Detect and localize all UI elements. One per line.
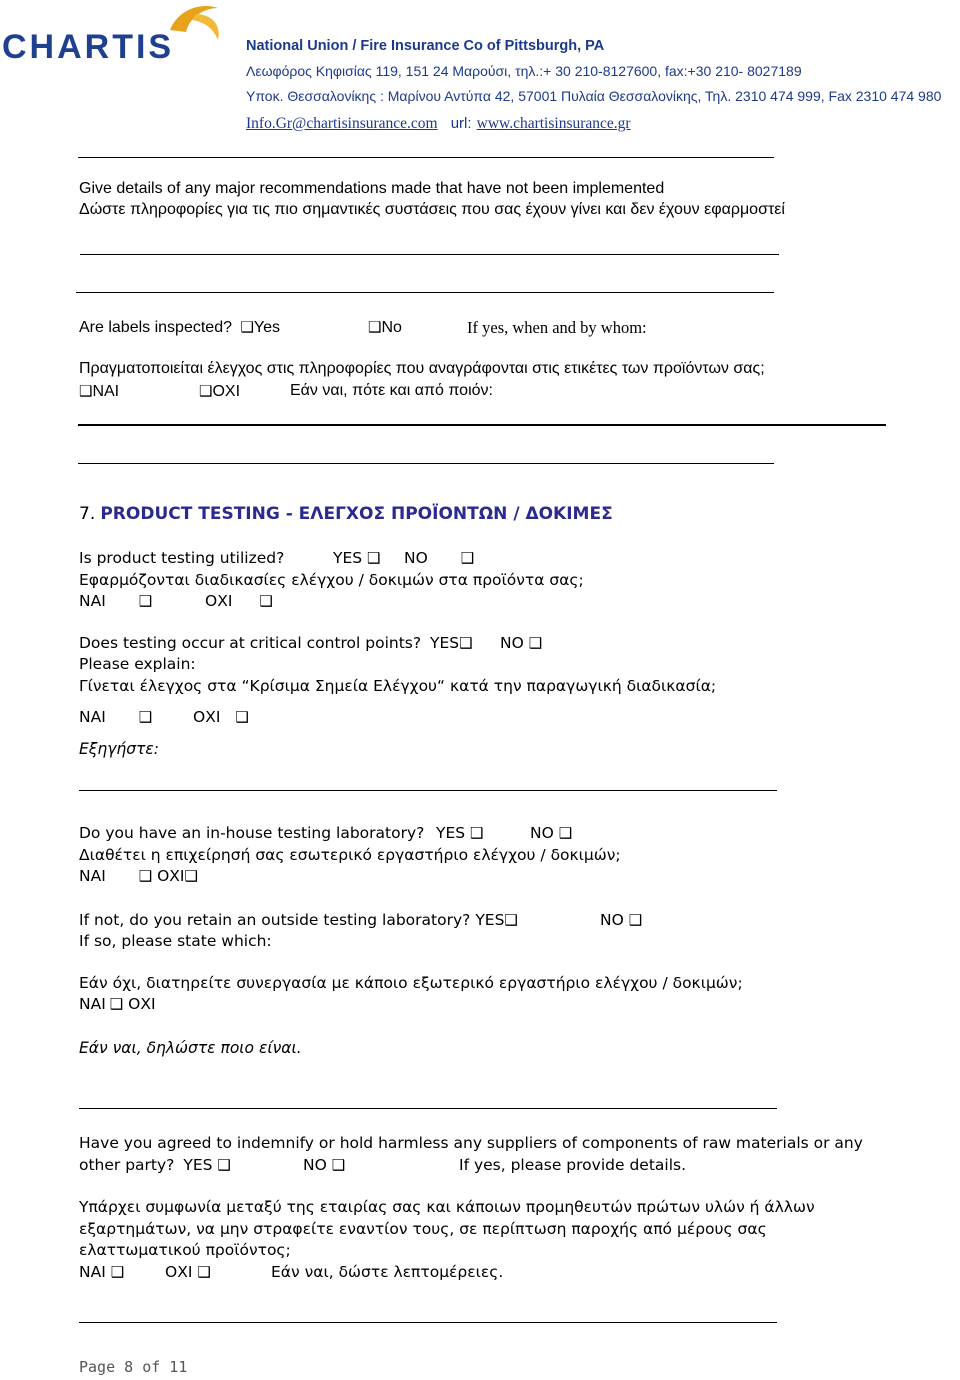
oxi-label: ΟΧΙ [157,867,185,885]
oxi-label: ΟΧΙ [212,383,241,400]
yes-label: YES [333,549,363,567]
q5-greek-details: Εάν ναι, δώστε λεπτομέρειες. [271,1263,504,1281]
yes-label: YES [436,824,466,842]
q1-no-option [404,549,474,567]
please-explain: Please explain: [79,655,196,673]
labels-greek-options [79,382,119,401]
answer-line [76,292,774,293]
website-link[interactable]: www.chartisinsurance.gr [476,115,631,132]
q5-greek-line2: εξαρτημάτων, να μην στραφείτε εναντίον τους, σε περίπτωση παροχής από μέρους σας [79,1220,767,1238]
q5-question-end: other party? [79,1156,175,1174]
q2-greek-nai [79,708,152,726]
q5-greek-oxi [165,1263,211,1281]
q5-greek-line1: Υπάρχει συμφωνία μεταξύ της εταιρίας σας και κάποιων προμηθευτών πρώτων υλών ή άλλων [79,1198,815,1216]
q5-greek-nai [79,1263,124,1281]
q1-greek-nai [79,592,152,610]
q1-greek: Εφαρμόζονται διαδικασίες ελέγχου / δοκιμών στα προϊόντα σας; [79,571,584,589]
q4-greek: Εάν όχι, διατηρείτε συνεργασία με κάποιο εξωτερικό εργαστήριο ελέγχου / δοκιμών; [79,974,743,992]
q3-text: Do you have an in-house testing laboratory? [79,824,425,842]
nai-label: ΝΑΙ [79,995,106,1013]
yes-checkbox[interactable]: ❑ [217,1156,231,1174]
q4-greek-state: Εάν ναι, δηλώστε ποιο είναι. [79,1039,302,1057]
no-label: No [381,319,402,336]
answer-line [80,254,779,255]
q5-no-option [303,1156,345,1174]
yes-checkbox[interactable]: ❑ [367,549,381,567]
contact-line [246,113,631,133]
no-label: NO [600,911,624,929]
yes-label: Yes [253,319,280,336]
yes-checkbox[interactable]: ❑ [470,824,484,842]
q2-text: Does testing occur at critical control points? [79,634,422,652]
recommendations-question: Give details of any major recommendations made that have not been implemented [79,180,665,197]
explain-greek: Εξηγήστε: [79,740,160,758]
nai-checkbox[interactable]: ❑ [109,995,124,1013]
logo-wordmark: CHARTIS [2,28,175,66]
nai-label: ΝΑΙ [92,383,120,400]
q5-details: If yes, please provide details. [459,1156,687,1174]
q2-no-option [500,634,542,652]
answer-line [79,1322,777,1323]
q5-line1: Have you agreed to indemnify or hold harmless any suppliers of components of raw materials or any [79,1134,863,1152]
address-thessaloniki: Υποκ. Θεσσαλονίκης : Μαρίνου Αντύπα 42, 57001 Πυλαία Θεσσαλονίκης, Τηλ. 2310 474 999, Fax 2310 474 980 [246,88,942,104]
no-checkbox[interactable]: ❑ [331,1156,346,1174]
labels-question: Are labels inspected? [79,319,232,336]
q4-state: If so, please state which: [79,932,272,950]
no-label: NO [404,549,428,567]
oxi-checkbox[interactable]: ❑ [259,592,273,610]
yes-checkbox[interactable]: ❑ [459,634,473,652]
labels-if-yes: If yes, when and by whom: [467,318,647,337]
no-checkbox[interactable]: ❑ [558,824,573,842]
yes-label: YES [430,634,460,652]
no-checkbox[interactable]: ❑ [628,911,643,929]
labels-greek-oxi [199,382,240,401]
nai-label: ΝΑΙ [79,1263,106,1281]
product-testing-question [79,549,284,567]
labels-if-yes-greek: Εάν ναι, πότε και από ποιόν: [290,382,493,399]
oxi-checkbox[interactable]: ❑ [235,708,249,726]
no-checkbox[interactable]: ❑ [528,634,543,652]
section-title: PRODUCT TESTING - ΕΛΕΓΧΟΣ ΠΡΟΪΟΝΤΩΝ / ΔΟΚΙΜΕΣ [100,504,613,524]
labels-question-row [79,318,280,337]
q1-text: Is product testing utilized? [79,549,285,567]
q4-question: If not, do you retain an outside testing laboratory? [79,911,471,929]
section-7-heading [79,504,613,524]
url-label: url: [450,115,472,132]
yes-label: YES [183,1156,213,1174]
chartis-logo [0,0,230,70]
no-checkbox[interactable]: ❑ [368,319,382,336]
section-number: 7. [79,504,96,524]
q3-greek-options [79,867,198,885]
q2-greek-oxi [193,708,249,726]
nai-checkbox[interactable]: ❑ [138,867,153,885]
yes-checkbox[interactable]: ❑ [504,911,518,929]
q4-greek-options [79,995,156,1013]
q3-greek: Διαθέτει η επιχείρησή σας εσωτερικό εργαστήριο ελέγχου / δοκιμών; [79,846,621,864]
no-label: NO [530,824,554,842]
no-label: NO [303,1156,327,1174]
oxi-label: ΟΧΙ [205,592,233,610]
oxi-label: ΟΧΙ [165,1263,193,1281]
email-link[interactable]: Info.Gr@chartisinsurance.com [246,115,438,132]
q2-yes-option [430,634,473,652]
q3-no-option [530,824,572,842]
q3-yes-option [436,824,484,842]
q2-greek: Γίνεται έλεγχος στα “Κρίσιμα Σημεία Ελέγχου“ κατά την παραγωγική διαδικασία; [79,677,717,695]
page-number: Page 8 of 11 [79,1358,188,1376]
q4-no-option [600,911,642,929]
no-label: NO [500,634,524,652]
thick-answer-line [78,424,886,426]
oxi-label: ΟΧΙ [193,708,221,726]
header-underline [78,157,774,158]
q5-greek-line3: ελαττωματικού προϊόντος; [79,1241,291,1259]
nai-label: ΝΑΙ [79,708,106,726]
answer-line [78,463,774,464]
nai-checkbox[interactable]: ❑ [79,383,93,400]
oxi-checkbox[interactable]: ❑ [197,1263,211,1281]
labels-no-option [368,318,402,337]
nai-label: ΝΑΙ [79,867,106,885]
no-checkbox[interactable]: ❑ [460,549,475,567]
nai-checkbox[interactable]: ❑ [110,1263,125,1281]
nai-checkbox[interactable]: ❑ [138,708,153,726]
q1-greek-oxi [205,592,273,610]
nai-checkbox[interactable]: ❑ [138,592,153,610]
company-name: National Union / Fire Insurance Co of Pittsburgh, PA [246,38,605,54]
labels-question-greek: Πραγματοποιείται έλεγχος στις πληροφορίες που αναγράφονται στις ετικέτες των προϊόντων σας; [79,360,765,377]
q1-yes-option [333,549,381,567]
oxi-label: ΟΧΙ [128,995,156,1013]
address-athens: Λεωφόρος Κηφισίας 119, 151 24 Μαρούσι, τηλ.:+ 30 210-8127600, fax:+30 210- 8027189 [246,63,802,79]
nai-label: ΝΑΙ [79,592,106,610]
oxi-checkbox[interactable]: ❑ [199,383,213,400]
answer-line [79,1108,777,1109]
q4-text [79,911,518,929]
q5-line2 [79,1156,231,1174]
yes-checkbox[interactable]: ❑ [240,319,254,336]
yes-label: YES [475,911,505,929]
recommendations-question-greek: Δώστε πληροφορίες για τις πιο σημαντικές συστάσεις που σας έχουν γίνει και δεν έχουν εφαρμοστεί [79,201,785,218]
answer-line [79,790,777,791]
oxi-checkbox[interactable]: ❑ [184,867,198,885]
